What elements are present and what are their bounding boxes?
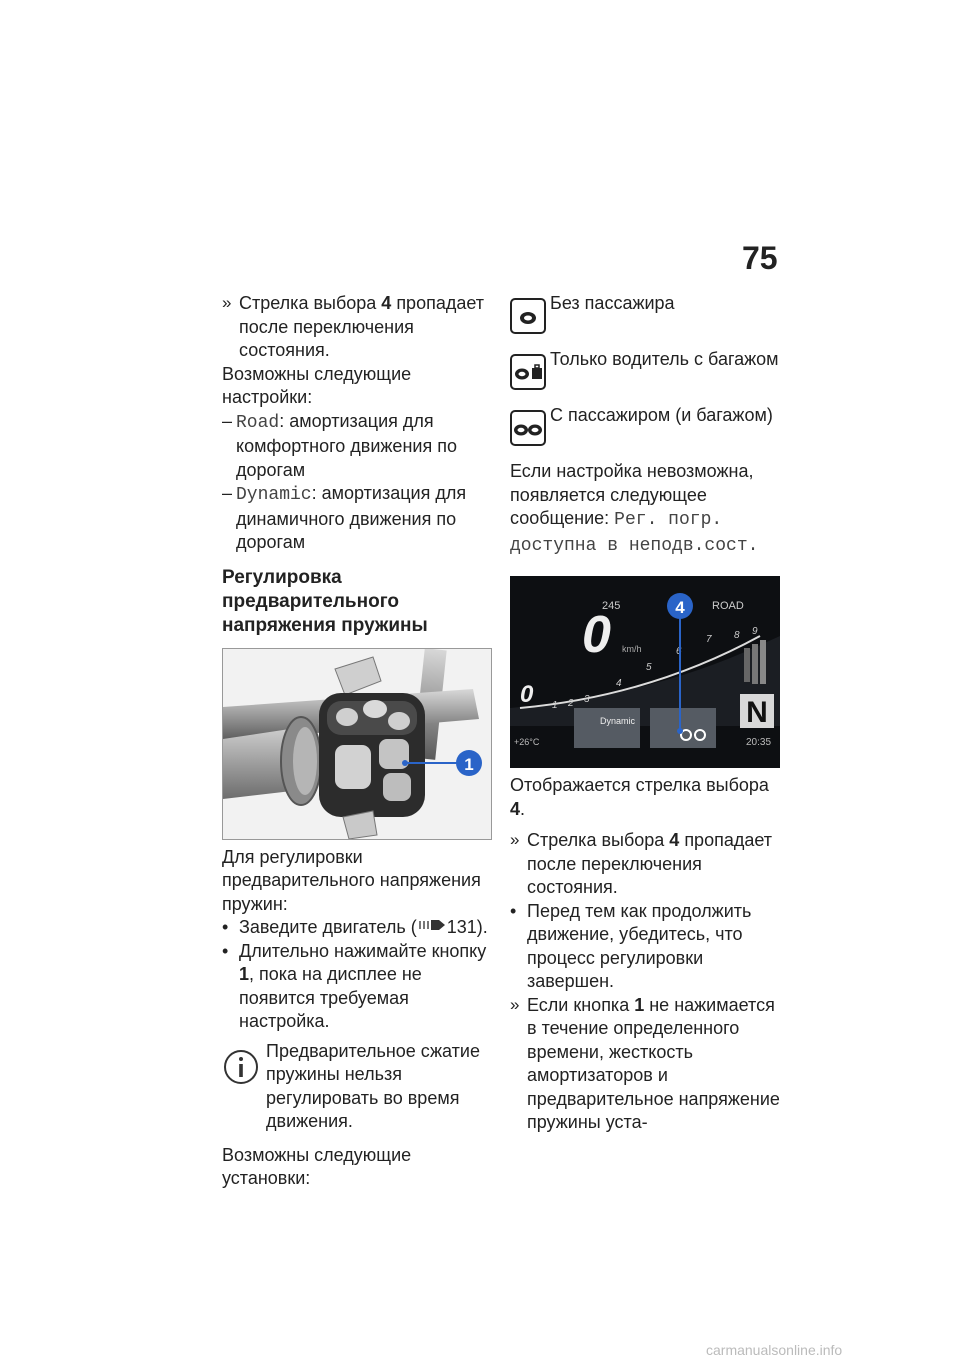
passenger-icon bbox=[510, 410, 546, 453]
right-column bbox=[510, 292, 782, 1135]
display-gear-label: 0 bbox=[520, 681, 534, 708]
procedure-intro: Для регулировки предварительного напряжения пружин: bbox=[222, 846, 481, 914]
page-number: 75 bbox=[742, 240, 778, 276]
handlebar-switch-figure bbox=[222, 648, 492, 840]
display-dynamic-label: Dynamic bbox=[600, 716, 636, 726]
info-icon bbox=[222, 1048, 260, 1093]
bullet-start-engine: • Заведите двигатель ( 131). bbox=[222, 916, 494, 940]
mode-rider-only: Без пассажира bbox=[510, 292, 782, 342]
page-reference-icon bbox=[419, 915, 445, 939]
arrow-shown-text: Отображается стрелка выбора 4. bbox=[510, 775, 769, 819]
scale-tick: 8 bbox=[734, 630, 740, 641]
bullet-before-riding: • Перед тем как продолжить движение, убедитесь, что процесс регулировки завершен. bbox=[510, 900, 752, 991]
display-temperature: +26°C bbox=[514, 737, 540, 747]
handlebar-switch-illustration bbox=[223, 649, 492, 840]
display-speed-unit: km/h bbox=[622, 644, 642, 654]
error-paragraph: Если настройка невозможна, появляется следующее сообщение: Рег. погр. доступна в неподв.сост. bbox=[510, 461, 759, 556]
setting-dynamic: – Dynamic: амортизация для динамичного движения по дорогам bbox=[222, 483, 467, 552]
scale-tick: 6 bbox=[676, 646, 682, 657]
rider-only-icon bbox=[510, 298, 546, 341]
display-gear: N bbox=[746, 696, 768, 729]
callout-4-label: 4 bbox=[675, 598, 685, 617]
scale-tick: 9 bbox=[752, 626, 758, 637]
result-arrow-item-2: » Стрелка выбора 4 пропадает после переключения состояния. bbox=[510, 830, 773, 897]
positions-intro: Возможны следующие установки: bbox=[222, 1144, 412, 1188]
display-range: 245 bbox=[602, 600, 621, 612]
info-note: Предварительное сжатие пружины нельзя регулировать во время движения. bbox=[222, 1040, 494, 1134]
scale-tick: 1 bbox=[552, 700, 558, 711]
footer-watermark: carmanualsonline.info bbox=[706, 1342, 843, 1358]
result-arrow-icon: » bbox=[222, 293, 232, 312]
display-speed: 0 bbox=[582, 606, 611, 664]
rider-luggage-icon bbox=[510, 354, 546, 397]
mode-rider-luggage: Только водитель с багажом bbox=[510, 348, 782, 398]
section-heading: Регулировка предварительного напряжения пружины bbox=[222, 566, 428, 636]
instrument-display-figure bbox=[510, 576, 780, 768]
result-arrow-icon: » bbox=[510, 994, 520, 1014]
left-column bbox=[222, 292, 494, 1191]
scale-tick: 3 bbox=[584, 694, 590, 705]
result-arrow-item: » Стрелка выбора 4 пропадает после переключения состояния. bbox=[222, 293, 485, 360]
instrument-display bbox=[510, 576, 780, 768]
scale-tick: 4 bbox=[616, 678, 622, 689]
scale-tick: 2 bbox=[568, 698, 574, 709]
display-time: 20:35 bbox=[746, 737, 772, 748]
display-mode: ROAD bbox=[712, 600, 744, 612]
callout-1-label: 1 bbox=[464, 754, 474, 774]
bullet-press-button: • Длительно нажимайте кнопку 1, пока на дисплее не появится требуемая настройка. bbox=[222, 940, 487, 1031]
scale-tick: 5 bbox=[646, 662, 652, 673]
setting-road: – Road: амортизация для комфортного движения по дорогам bbox=[222, 410, 457, 480]
mode-passenger: С пассажиром (и багажом) bbox=[510, 404, 782, 454]
result-arrow-icon: » bbox=[510, 830, 520, 849]
settings-intro: Возможны следующие настройки: bbox=[222, 363, 412, 407]
scale-tick: 7 bbox=[706, 634, 712, 645]
result-arrow-item-3: » Если кнопка 1 не нажимается в течение определенного времени, жесткость амортизаторов и предварительное напряжение пружины уста- bbox=[510, 994, 780, 1132]
